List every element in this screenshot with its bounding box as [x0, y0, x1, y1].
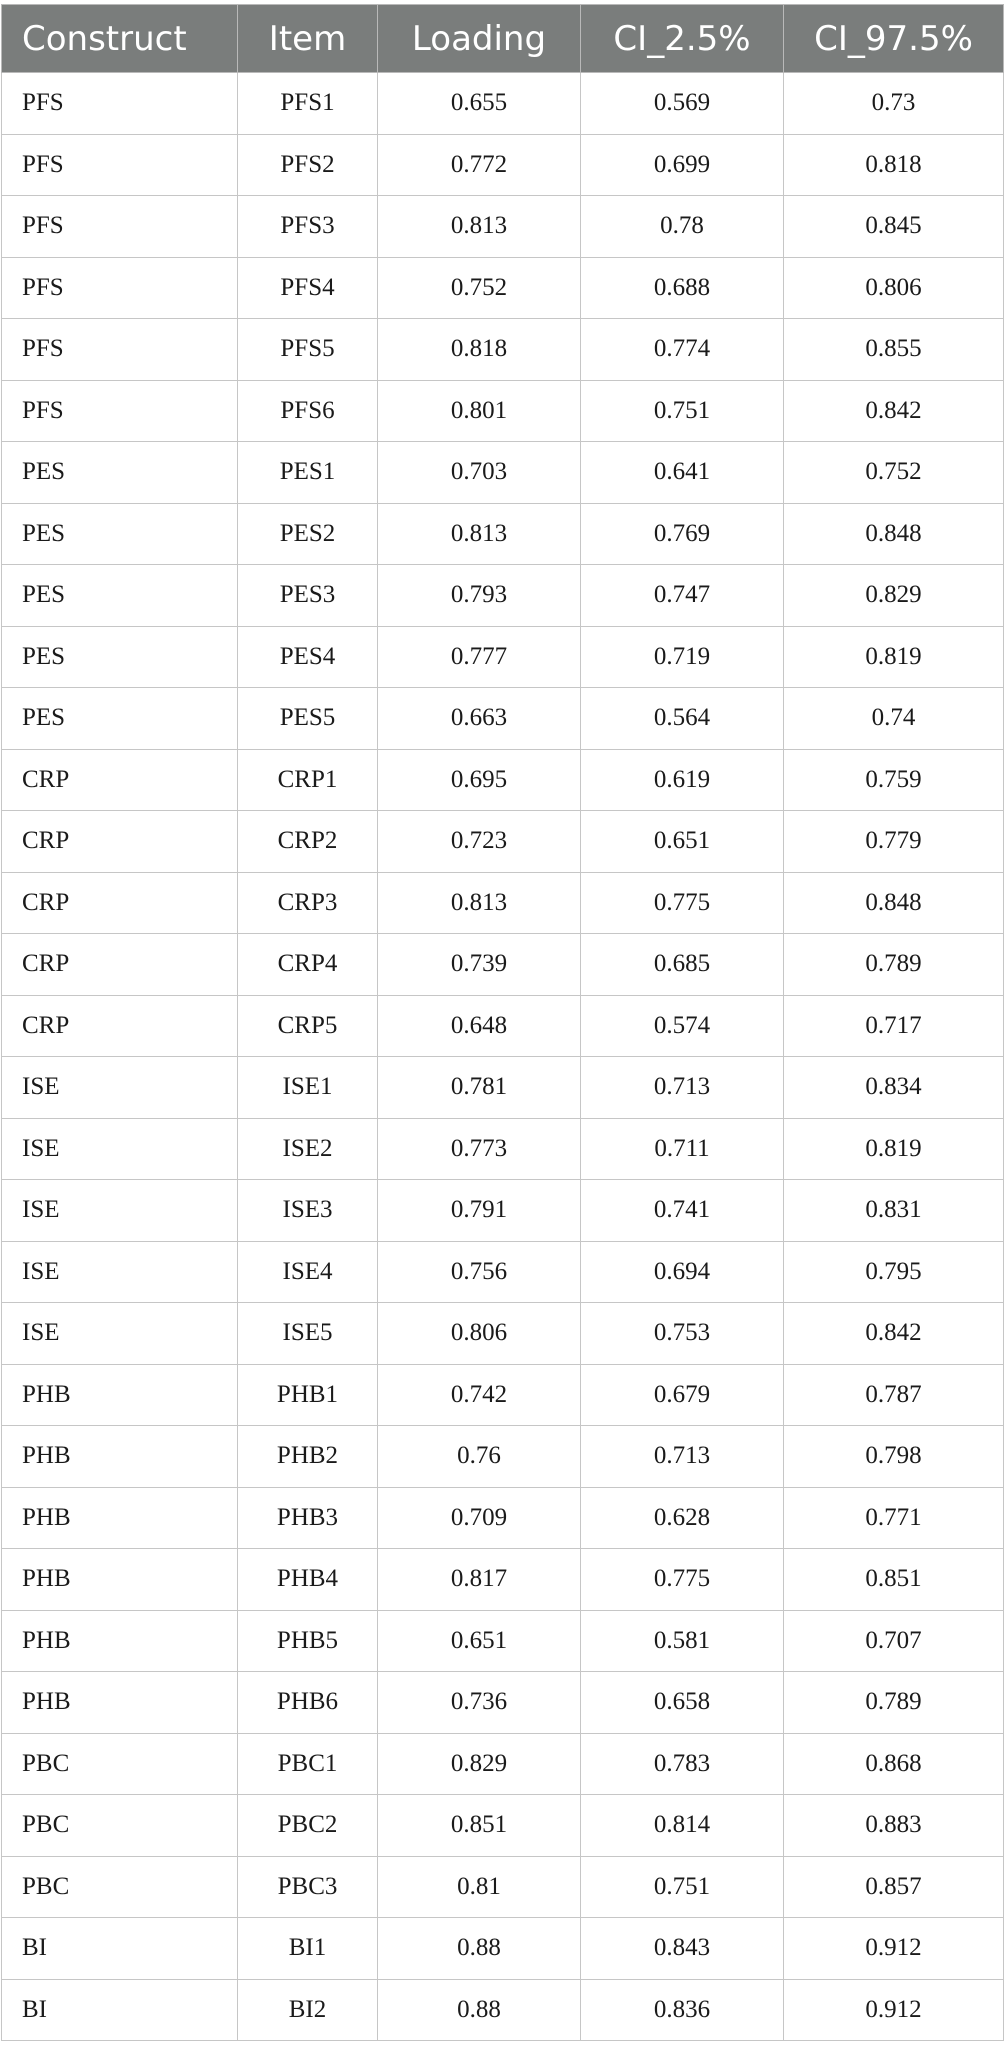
cell-construct: ISE	[2, 1241, 238, 1303]
cell-ci-upper: 0.798	[784, 1426, 1004, 1488]
cell-construct: PFS	[2, 196, 238, 258]
cell-item: CRP4	[238, 934, 378, 996]
cell-construct: BI	[2, 1918, 238, 1980]
table-row	[2, 1918, 1004, 1980]
cell-ci-upper: 0.73	[784, 73, 1004, 135]
cell-ci-lower: 0.843	[581, 1918, 784, 1980]
cell-construct: PHB	[2, 1549, 238, 1611]
cell-ci-lower: 0.751	[581, 380, 784, 442]
cell-loading: 0.736	[378, 1672, 581, 1734]
cell-item: CRP5	[238, 995, 378, 1057]
cell-item: PFS4	[238, 257, 378, 319]
cell-ci-lower: 0.753	[581, 1303, 784, 1365]
table-row	[2, 1118, 1004, 1180]
cell-ci-lower: 0.836	[581, 1979, 784, 2041]
table-row	[2, 749, 1004, 811]
table-row	[2, 688, 1004, 750]
cell-ci-lower: 0.658	[581, 1672, 784, 1734]
table-row	[2, 811, 1004, 873]
cell-item: PES4	[238, 626, 378, 688]
cell-construct: CRP	[2, 811, 238, 873]
cell-ci-upper: 0.845	[784, 196, 1004, 258]
cell-item: BI1	[238, 1918, 378, 1980]
header-ci-upper: CI_97.5%	[784, 5, 1004, 73]
cell-ci-upper: 0.883	[784, 1795, 1004, 1857]
cell-ci-lower: 0.751	[581, 1856, 784, 1918]
cell-loading: 0.648	[378, 995, 581, 1057]
cell-loading: 0.742	[378, 1364, 581, 1426]
cell-item: BI2	[238, 1979, 378, 2041]
cell-construct: PFS	[2, 73, 238, 135]
cell-construct: PES	[2, 442, 238, 504]
cell-ci-upper: 0.779	[784, 811, 1004, 873]
table-row	[2, 1979, 1004, 2041]
cell-construct: PBC	[2, 1856, 238, 1918]
header-ci-lower: CI_2.5%	[581, 5, 784, 73]
table-row	[2, 1241, 1004, 1303]
cell-ci-upper: 0.759	[784, 749, 1004, 811]
cell-construct: PHB	[2, 1364, 238, 1426]
cell-ci-upper: 0.848	[784, 872, 1004, 934]
table-row	[2, 626, 1004, 688]
cell-item: PFS6	[238, 380, 378, 442]
table-row	[2, 1610, 1004, 1672]
cell-item: PES5	[238, 688, 378, 750]
cell-item: PHB3	[238, 1487, 378, 1549]
cell-ci-lower: 0.711	[581, 1118, 784, 1180]
cell-ci-upper: 0.842	[784, 1303, 1004, 1365]
cell-loading: 0.777	[378, 626, 581, 688]
cell-item: PES1	[238, 442, 378, 504]
table-row	[2, 1303, 1004, 1365]
cell-construct: CRP	[2, 934, 238, 996]
cell-loading: 0.76	[378, 1426, 581, 1488]
cell-ci-lower: 0.774	[581, 319, 784, 381]
cell-ci-lower: 0.713	[581, 1426, 784, 1488]
table-row	[2, 1795, 1004, 1857]
cell-item: CRP3	[238, 872, 378, 934]
table-row	[2, 872, 1004, 934]
cell-item: PBC2	[238, 1795, 378, 1857]
cell-construct: PHB	[2, 1672, 238, 1734]
cell-loading: 0.806	[378, 1303, 581, 1365]
table-row	[2, 73, 1004, 135]
table-row	[2, 319, 1004, 381]
cell-loading: 0.723	[378, 811, 581, 873]
cell-ci-lower: 0.814	[581, 1795, 784, 1857]
table-row	[2, 995, 1004, 1057]
cell-item: PHB5	[238, 1610, 378, 1672]
cell-loading: 0.818	[378, 319, 581, 381]
cell-item: ISE2	[238, 1118, 378, 1180]
table-header	[2, 5, 1004, 73]
table-row	[2, 1364, 1004, 1426]
table-row	[2, 134, 1004, 196]
table-row	[2, 196, 1004, 258]
cell-loading: 0.829	[378, 1733, 581, 1795]
cell-ci-lower: 0.783	[581, 1733, 784, 1795]
table-row	[2, 1180, 1004, 1242]
cell-ci-upper: 0.831	[784, 1180, 1004, 1242]
cell-construct: PFS	[2, 319, 238, 381]
cell-loading: 0.655	[378, 73, 581, 135]
cell-ci-lower: 0.651	[581, 811, 784, 873]
cell-loading: 0.709	[378, 1487, 581, 1549]
cell-ci-upper: 0.787	[784, 1364, 1004, 1426]
table-row	[2, 442, 1004, 504]
cell-construct: PHB	[2, 1426, 238, 1488]
cell-construct: ISE	[2, 1180, 238, 1242]
loadings-table	[1, 4, 1004, 2041]
cell-construct: ISE	[2, 1118, 238, 1180]
cell-item: PHB2	[238, 1426, 378, 1488]
cell-ci-lower: 0.747	[581, 565, 784, 627]
cell-item: PES2	[238, 503, 378, 565]
cell-item: PBC1	[238, 1733, 378, 1795]
cell-ci-upper: 0.819	[784, 626, 1004, 688]
cell-item: PFS5	[238, 319, 378, 381]
cell-loading: 0.739	[378, 934, 581, 996]
cell-ci-upper: 0.848	[784, 503, 1004, 565]
cell-loading: 0.773	[378, 1118, 581, 1180]
cell-ci-upper: 0.829	[784, 565, 1004, 627]
cell-loading: 0.781	[378, 1057, 581, 1119]
cell-ci-upper: 0.717	[784, 995, 1004, 1057]
cell-construct: PHB	[2, 1610, 238, 1672]
cell-loading: 0.813	[378, 196, 581, 258]
cell-loading: 0.791	[378, 1180, 581, 1242]
cell-ci-lower: 0.719	[581, 626, 784, 688]
cell-construct: PBC	[2, 1733, 238, 1795]
table-row	[2, 1856, 1004, 1918]
cell-loading: 0.813	[378, 503, 581, 565]
cell-ci-upper: 0.842	[784, 380, 1004, 442]
cell-loading: 0.817	[378, 1549, 581, 1611]
table-row	[2, 1057, 1004, 1119]
cell-ci-upper: 0.752	[784, 442, 1004, 504]
cell-loading: 0.851	[378, 1795, 581, 1857]
cell-item: ISE5	[238, 1303, 378, 1365]
cell-ci-upper: 0.771	[784, 1487, 1004, 1549]
cell-construct: PHB	[2, 1487, 238, 1549]
cell-ci-upper: 0.912	[784, 1979, 1004, 2041]
cell-ci-upper: 0.912	[784, 1918, 1004, 1980]
table-row	[2, 565, 1004, 627]
cell-ci-upper: 0.707	[784, 1610, 1004, 1672]
cell-construct: PBC	[2, 1795, 238, 1857]
cell-ci-lower: 0.741	[581, 1180, 784, 1242]
cell-construct: PFS	[2, 380, 238, 442]
cell-ci-upper: 0.868	[784, 1733, 1004, 1795]
cell-construct: ISE	[2, 1057, 238, 1119]
cell-construct: PES	[2, 626, 238, 688]
cell-item: PFS2	[238, 134, 378, 196]
table-row	[2, 1672, 1004, 1734]
cell-ci-lower: 0.713	[581, 1057, 784, 1119]
cell-loading: 0.651	[378, 1610, 581, 1672]
cell-ci-upper: 0.834	[784, 1057, 1004, 1119]
cell-loading: 0.756	[378, 1241, 581, 1303]
cell-loading: 0.801	[378, 380, 581, 442]
cell-item: PHB6	[238, 1672, 378, 1734]
table-row	[2, 257, 1004, 319]
cell-item: CRP2	[238, 811, 378, 873]
cell-loading: 0.752	[378, 257, 581, 319]
cell-loading: 0.772	[378, 134, 581, 196]
cell-ci-upper: 0.857	[784, 1856, 1004, 1918]
cell-construct: PES	[2, 565, 238, 627]
cell-ci-upper: 0.74	[784, 688, 1004, 750]
cell-ci-lower: 0.688	[581, 257, 784, 319]
header-item: Item	[238, 5, 378, 73]
table-row	[2, 934, 1004, 996]
cell-loading: 0.663	[378, 688, 581, 750]
cell-ci-lower: 0.775	[581, 1549, 784, 1611]
cell-ci-lower: 0.564	[581, 688, 784, 750]
cell-ci-upper: 0.855	[784, 319, 1004, 381]
cell-item: PHB4	[238, 1549, 378, 1611]
header-row	[2, 5, 1004, 73]
cell-construct: CRP	[2, 995, 238, 1057]
cell-loading: 0.813	[378, 872, 581, 934]
cell-ci-lower: 0.641	[581, 442, 784, 504]
cell-ci-lower: 0.78	[581, 196, 784, 258]
cell-ci-upper: 0.818	[784, 134, 1004, 196]
cell-ci-lower: 0.769	[581, 503, 784, 565]
cell-construct: BI	[2, 1979, 238, 2041]
cell-loading: 0.793	[378, 565, 581, 627]
cell-ci-upper: 0.789	[784, 934, 1004, 996]
cell-ci-lower: 0.694	[581, 1241, 784, 1303]
cell-item: PBC3	[238, 1856, 378, 1918]
cell-ci-lower: 0.775	[581, 872, 784, 934]
cell-ci-lower: 0.619	[581, 749, 784, 811]
cell-construct: PFS	[2, 134, 238, 196]
table-row	[2, 380, 1004, 442]
cell-item: ISE1	[238, 1057, 378, 1119]
cell-ci-upper: 0.806	[784, 257, 1004, 319]
cell-ci-lower: 0.685	[581, 934, 784, 996]
cell-construct: PES	[2, 503, 238, 565]
cell-construct: PES	[2, 688, 238, 750]
cell-item: CRP1	[238, 749, 378, 811]
cell-item: PES3	[238, 565, 378, 627]
cell-ci-lower: 0.574	[581, 995, 784, 1057]
cell-item: ISE3	[238, 1180, 378, 1242]
cell-ci-lower: 0.679	[581, 1364, 784, 1426]
table-body	[2, 73, 1004, 2041]
table-row	[2, 1487, 1004, 1549]
cell-ci-lower: 0.581	[581, 1610, 784, 1672]
cell-loading: 0.703	[378, 442, 581, 504]
cell-ci-upper: 0.819	[784, 1118, 1004, 1180]
table-row	[2, 1426, 1004, 1488]
cell-item: PFS1	[238, 73, 378, 135]
header-construct: Construct	[2, 5, 238, 73]
cell-loading: 0.88	[378, 1979, 581, 2041]
cell-construct: PFS	[2, 257, 238, 319]
cell-construct: CRP	[2, 872, 238, 934]
cell-ci-upper: 0.851	[784, 1549, 1004, 1611]
table-row	[2, 1549, 1004, 1611]
cell-construct: CRP	[2, 749, 238, 811]
cell-ci-upper: 0.789	[784, 1672, 1004, 1734]
cell-loading: 0.88	[378, 1918, 581, 1980]
cell-construct: ISE	[2, 1303, 238, 1365]
table-row	[2, 1733, 1004, 1795]
cell-loading: 0.81	[378, 1856, 581, 1918]
cell-ci-upper: 0.795	[784, 1241, 1004, 1303]
cell-ci-lower: 0.628	[581, 1487, 784, 1549]
cell-loading: 0.695	[378, 749, 581, 811]
cell-item: ISE4	[238, 1241, 378, 1303]
cell-ci-lower: 0.699	[581, 134, 784, 196]
header-loading: Loading	[378, 5, 581, 73]
table-row	[2, 503, 1004, 565]
cell-ci-lower: 0.569	[581, 73, 784, 135]
cell-item: PHB1	[238, 1364, 378, 1426]
cell-item: PFS3	[238, 196, 378, 258]
